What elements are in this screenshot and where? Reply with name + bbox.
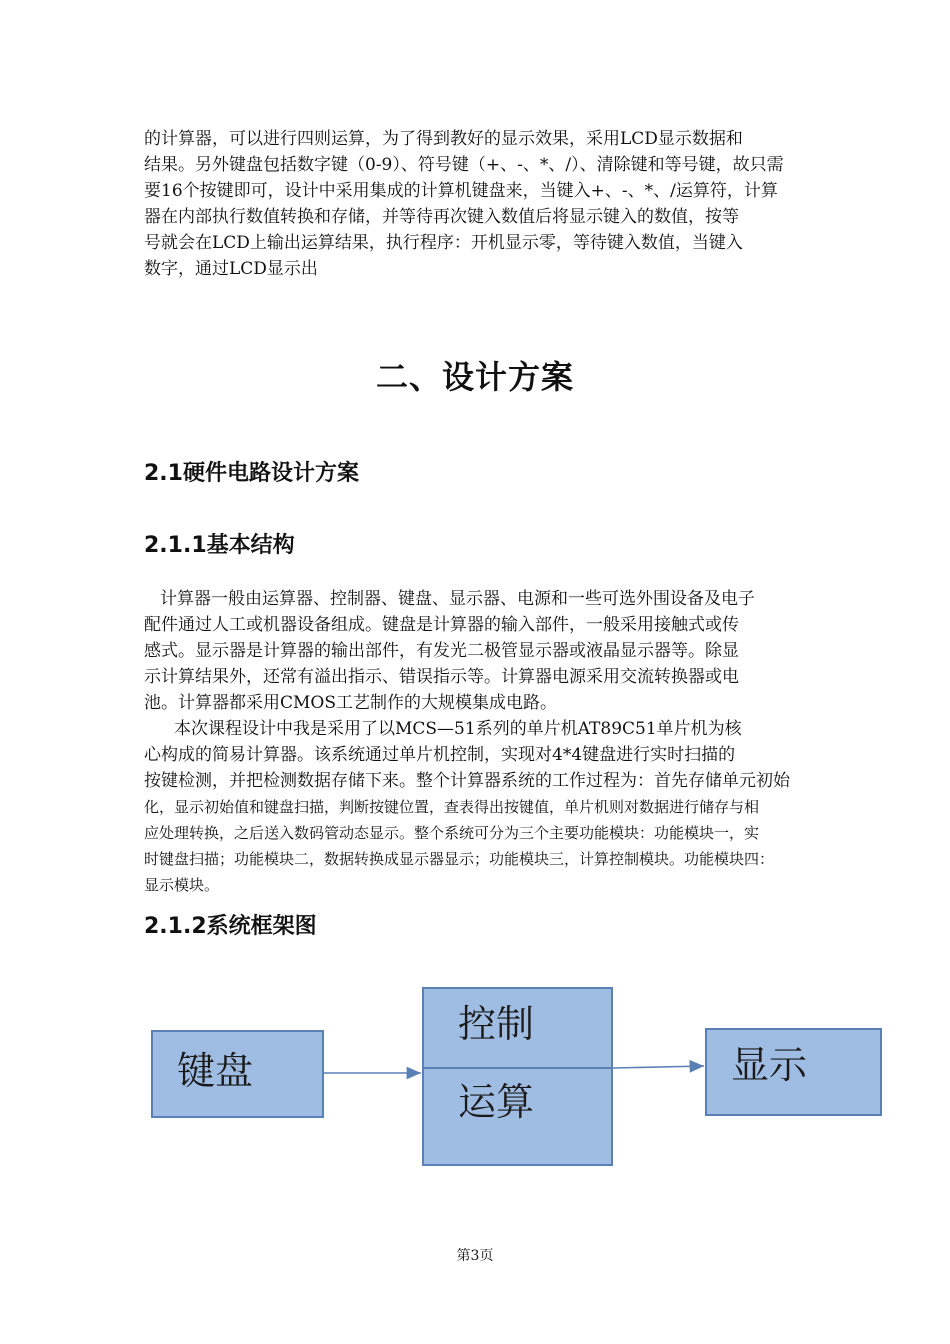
compute-label: 运算	[458, 1080, 535, 1124]
control-label: 控制	[458, 1002, 535, 1046]
keyboard-label: 键盘	[177, 1049, 254, 1093]
text-line: 本次课程设计中我是采用了以MCS—51系列的单片机AT89C51单片机为核	[174, 719, 742, 739]
section-heading-2-1: 2.1硬件电路设计方案	[144, 461, 359, 486]
text-line: 的计算器，可以进行四则运算，为了得到教好的显示效果，采用LCD显示数据和	[144, 129, 743, 149]
text-line: 号就会在LCD上输出运算结果，执行程序：开机显示零，等待键入数值，当键入	[144, 233, 743, 253]
text-line: 数字，通过LCD显示出	[144, 259, 318, 279]
section-heading-2-1-2: 2.1.2系统框架图	[144, 914, 317, 939]
text-line: 时键盘扫描；功能模块二，数据转换成显示器显示；功能模块三，计算控制模块。功能模块四：	[144, 850, 775, 868]
text-line: 显示模块。	[144, 876, 220, 894]
page-number: 第3页	[456, 1248, 494, 1264]
text-line: 按键检测，并把检测数据存储下来。整个计算器系统的工作过程为：首先存储单元初始	[144, 771, 790, 791]
text-line: 配件通过人工或机器设备组成。键盘是计算器的输入部件，一般采用接触式或传	[144, 615, 739, 635]
text-line: 池。计算器都采用CMOS工艺制作的大规模集成电路。	[144, 693, 557, 713]
text-line: 应处理转换，之后送入数码管动态显示。整个系统可分为三个主要功能模块：功能模块一，实	[144, 824, 760, 842]
text-line: 化，显示初始值和键盘扫描，判断按键位置，查表得出按键值，单片机则对数据进行储存与相	[144, 798, 760, 816]
text-line: 感式。显示器是计算器的输出部件，有发光二极管显示器或液晶显示器等。除显	[144, 641, 739, 661]
section-heading-2-1-1: 2.1.1基本结构	[144, 533, 295, 558]
text-line: 器在内部执行数值转换和存储，并等待再次键入数值后将显示键入的数值，按等	[144, 207, 739, 227]
display-label: 显示	[731, 1043, 808, 1087]
text-line: 示计算结果外，还常有溢出指示、错误指示等。计算器电源采用交流转换器或电	[144, 667, 739, 687]
text-line: 要16个按键即可，设计中采用集成的计算机键盘来，当键入+、-、*、/运算符，计算	[144, 181, 778, 201]
control-to-display-arrow	[613, 1066, 704, 1068]
text-line: 计算器一般由运算器、控制器、键盘、显示器、电源和一些可选外围设备及电子	[160, 589, 755, 609]
chapter-title: 二、设计方案	[375, 358, 574, 396]
text-line: 心构成的简易计算器。该系统通过单片机控制，实现对4*4键盘进行实时扫描的	[144, 745, 736, 765]
text-line: 结果。另外键盘包括数字键（0-9）、符号键（+、-、*、/）、清除键和等号键，故只需	[144, 155, 784, 175]
